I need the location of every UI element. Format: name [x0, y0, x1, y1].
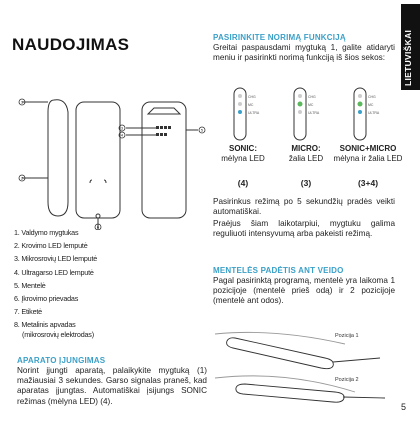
parts-list-item: 2. Krovimo LED lemputė [14, 241, 88, 251]
callout-number: 2 [21, 176, 23, 181]
power-on-text: Norint įjungti aparatą, palaikykite mygtuką (1) mažiausiai 3 sekundes. Garso signalas praneš, kad aparatas įjungtas. Automatiškai įsijungs SONIC režimas (mėlyna LED) (4). [17, 366, 207, 406]
mode-sonic-micro-caption [333, 144, 403, 163]
led-panel-sonic [226, 86, 266, 142]
mode-sonic-number: (4) [237, 178, 249, 188]
device-side-view [48, 100, 68, 216]
mode-micro-desc: žalia LED [288, 153, 324, 163]
svg-text:ULTRA: ULTRA [368, 111, 380, 115]
page-number: 5 [400, 402, 406, 412]
blade-position-title: MENTELĖS PADĖTIS ANT VEIDO [213, 266, 344, 275]
blade-position-illustration [215, 318, 395, 410]
mode-micro-name: MICRO: [291, 144, 321, 153]
led-modes [213, 86, 403, 206]
front-marks [90, 180, 106, 183]
parts-list-item: 3. Mikrosrovių LED lemputė [14, 254, 98, 264]
parts-list-item: 4. Ultragarso LED lemputė [14, 267, 94, 277]
device-back-view [142, 102, 186, 218]
device-diagram [14, 90, 220, 230]
position-2-label: Pozicija 2 [335, 377, 359, 383]
function-select-text3: Praėjus šiam laikotarpiui, mygtuku galima reguliuoti intensyvumą arba pakeisti režimą. [213, 219, 395, 239]
svg-text:CHG: CHG [308, 95, 316, 99]
led-panel-micro [286, 86, 326, 142]
svg-text:CHG: CHG [248, 95, 256, 99]
function-select-text2: Pasirinkus režimą po 5 sekundžių pradės veikti automatiškai. [213, 197, 395, 217]
device-front-view [76, 102, 120, 218]
mode-sonic-micro-desc: mėlyna ir žalia LED [333, 153, 403, 163]
mode-sonic-desc: mėlyna LED [221, 153, 265, 163]
callout-number: 3 [121, 126, 123, 131]
power-on-title: APARATO ĮJUNGIMAS [17, 356, 106, 365]
svg-text:MC: MC [308, 103, 314, 107]
parts-list-item: 8. Metalinis apvadas [14, 320, 76, 330]
parts-list-item: 5. Mentelė [14, 280, 46, 290]
function-select-text: Greitai paspausdami mygtuką 1, galite atidaryti meniu ir pasirinkti norimą funkciją iš šios sekos: [213, 43, 395, 63]
mode-sonic-micro-name: SONIC+MICRO [339, 144, 397, 153]
back-blade [148, 108, 180, 114]
svg-text:CHG: CHG [368, 95, 376, 99]
parts-list [14, 229, 214, 344]
blade-position-text: Pagal pasirinktą programą, mentelė yra laikoma 1 pozicijoje (mentelė prieš odą) ir 2 pozicijoje (mentelė ant odos). [213, 276, 395, 306]
mode-sonic-caption [208, 144, 278, 163]
parts-list-item: 7. Etiketė [14, 307, 42, 317]
callout-number: 1 [21, 100, 23, 105]
svg-text:MC: MC [368, 103, 374, 107]
svg-text:ULTRA: ULTRA [248, 111, 260, 115]
parts-list-item: 1. Valdymo mygtukas [14, 228, 79, 237]
parts-list-item: 6. Įkrovimo prievadas [14, 294, 79, 304]
front-button [96, 214, 100, 218]
language-tab [401, 4, 420, 90]
position-1-label: Pozicija 1 [335, 333, 359, 339]
callout-number: 4 [121, 133, 123, 138]
mode-micro-number: (3) [300, 178, 312, 188]
mode-sonic-name: SONIC: [229, 144, 257, 153]
svg-text:ULTRA: ULTRA [308, 111, 320, 115]
function-select-title: PASIRINKITE NORIMĄ FUNKCIJĄ [213, 33, 346, 42]
mode-micro-caption [271, 144, 341, 163]
language-tab-label: LIETUVIŠKAI [403, 29, 413, 86]
mode-sonic-micro-number: (3+4) [357, 178, 379, 188]
led-panel-sonic-micro [346, 86, 386, 142]
parts-list-item: (mikrosrovių elektrodas) [22, 329, 94, 339]
callout-number: 6 [97, 225, 99, 230]
callout-number: 5 [201, 128, 203, 133]
page-title: NAUDOJIMAS [12, 35, 130, 54]
svg-text:MC: MC [248, 103, 254, 107]
